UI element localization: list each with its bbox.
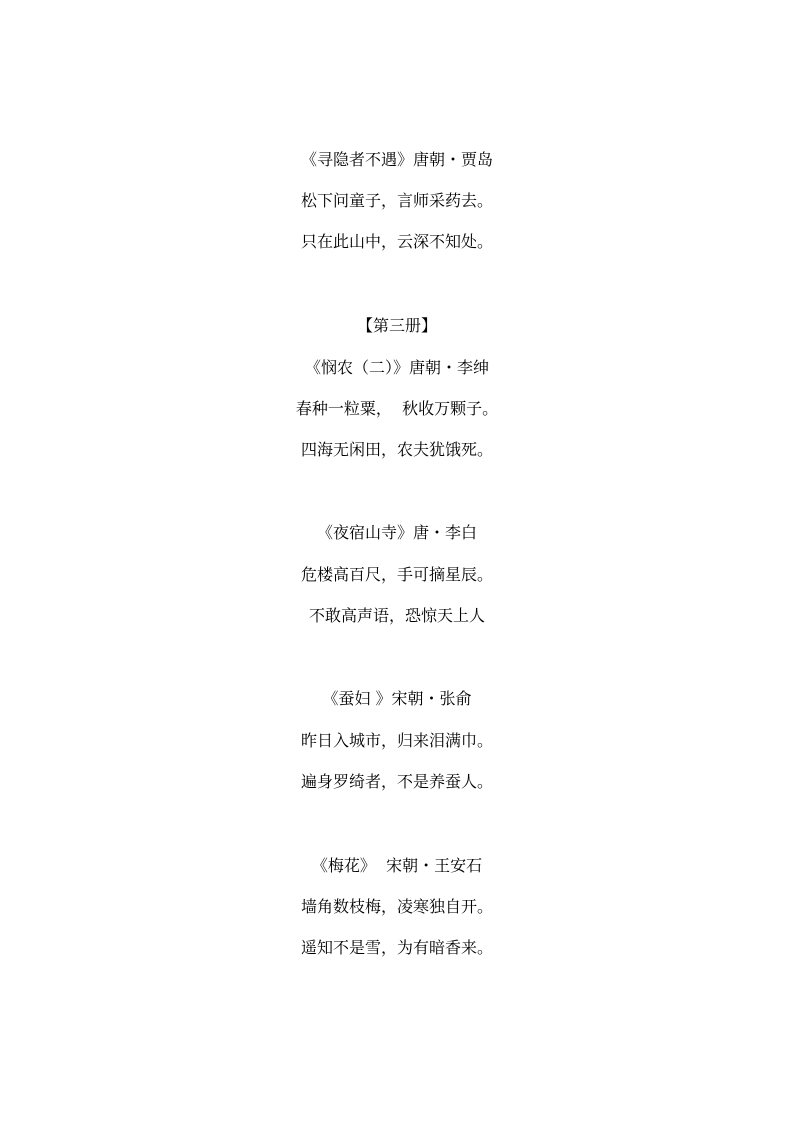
poem-title: 《寻隐者不遇》唐朝・贾岛 <box>300 150 493 169</box>
poem-line: 松下问童子，言师采药去。 <box>300 191 493 210</box>
poem-title: 《蚕妇 》宋朝・张俞 <box>322 689 472 708</box>
poem-line: 遍身罗绮者，不是养蚕人。 <box>300 772 493 791</box>
poem-line: 春种一粒粟， 秋收万颗子。 <box>295 399 499 418</box>
poem-title: 《悯农（二）》唐朝・李绅 <box>304 358 489 377</box>
poem-line: 危楼高百尺，手可摘星辰。 <box>300 565 493 584</box>
poem-line: 不敢高声语，恐惊天上人 <box>308 606 485 625</box>
poem-title: 《夜宿山寺》唐・李白 <box>316 523 477 542</box>
poem-line: 四海无闲田，农夫犹饿死。 <box>300 440 493 459</box>
poem-line: 遥知不是雪，为有暗香来。 <box>300 938 493 957</box>
poem-line: 昨日入城市，归来泪满巾。 <box>300 731 493 750</box>
poem-line: 墙角数枝梅，凌寒独自开。 <box>300 897 493 916</box>
section-heading: 【第三册】 <box>356 316 437 335</box>
poem-title: 《梅花》 宋朝・王安石 <box>311 856 483 875</box>
poem-line: 只在此山中，云深不知处。 <box>300 232 493 251</box>
